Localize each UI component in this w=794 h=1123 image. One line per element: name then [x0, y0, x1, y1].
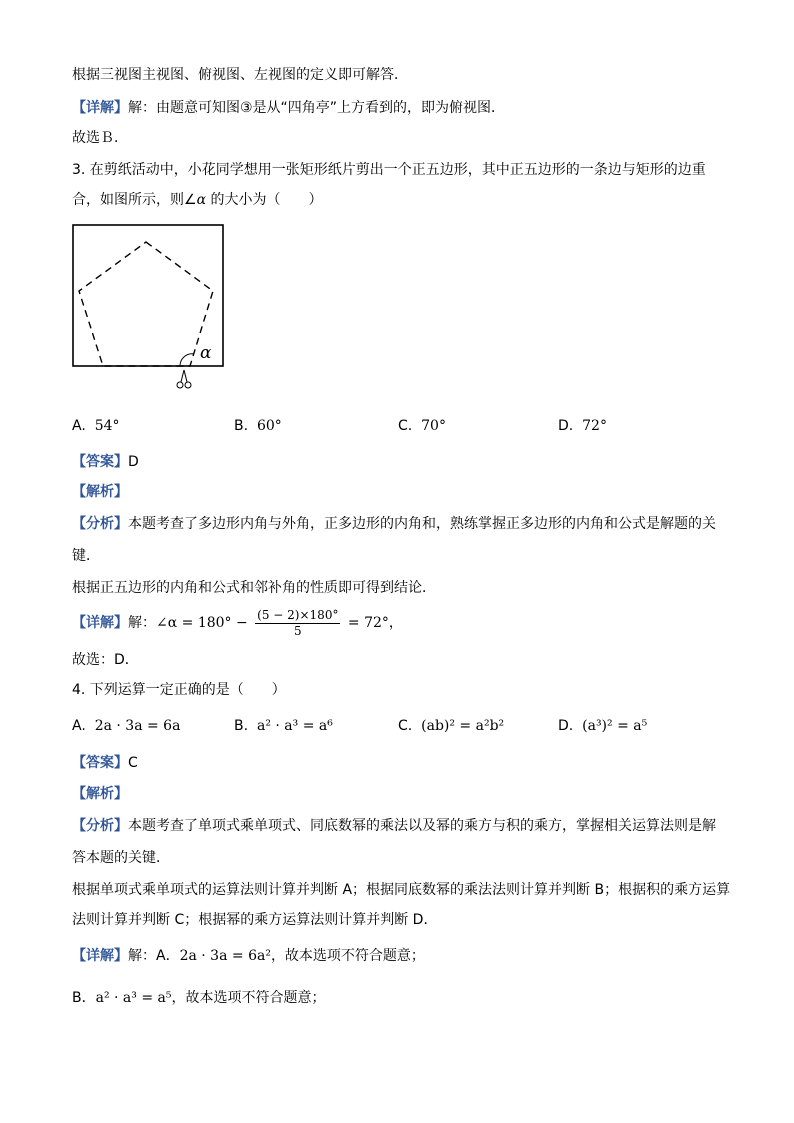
text-line: 根据单项式乘单项式的运算法则计算并判断 A；根据同底数幂的乘法法则计算并判断 B；根据积的乘方运算 — [72, 882, 731, 898]
angle-arc — [180, 354, 194, 366]
detail-equation: 【详解】解：∠α = 180° − $\frac{(5 - 2)\times 180^\circ}{5}$ = 72°， — [72, 607, 403, 638]
answer-line: 【答案】C — [72, 755, 138, 771]
option-a: A. 54° — [72, 418, 120, 434]
text-line: 答本题的关键． — [72, 850, 170, 866]
question-4-stem: 4. 下列运算一定正确的是（ ） — [72, 682, 286, 698]
scissors-icon — [177, 370, 191, 388]
pentagon-figure — [66, 220, 236, 400]
fraction: $\frac{(5 - 2)\times 180^\circ}{5}$ — [257, 607, 339, 638]
option-a: A. 2a · 3a = 6a — [72, 718, 181, 734]
alpha-label: α — [200, 343, 212, 363]
text-line: 【分析】本题考查了单项式乘单项式、同底数幂的乘法以及幂的乘方与积的乘方，掌握相关运算法则是解 — [72, 818, 716, 834]
question-4-options — [72, 716, 732, 736]
question-3-stem: 合，如图所示，则∠α 的大小为（ ） — [72, 192, 323, 208]
text-line: 键． — [72, 548, 100, 564]
answer-line: 【答案】D — [72, 454, 139, 470]
text-line: 故选：D． — [72, 652, 139, 668]
detail-line: 【详解】解：A．2a · 3a = 6a²，故本选项不符合题意； — [72, 948, 425, 964]
text-line: 法则计算并判断 C；根据幂的乘方运算法则计算并判断 D． — [72, 912, 438, 928]
text-line: 【详解】解：由题意可知图③是从“四角亭”上方看到的，即为俯视图． — [72, 100, 506, 116]
question-3-options — [72, 416, 732, 436]
text-line: 根据正五边形的内角和公式和邻补角的性质即可得到结论． — [72, 580, 436, 596]
detail-tag: 【详解】 — [72, 100, 128, 116]
text-line: 根据三视图主视图、俯视图、左视图的定义即可解答． — [72, 67, 408, 83]
option-c: C. (ab)² = a²b² — [398, 718, 505, 734]
option-d: D. (a³)² = a⁵ — [558, 718, 648, 734]
text-line: 【分析】本题考查了多边形内角与外角，正多边形的内角和，熟练掌握正多边形的内角和公式是解题的关 — [72, 516, 716, 532]
option-b: B. a² · a³ = a⁶ — [234, 718, 333, 734]
question-3-stem: 3. 在剪纸活动中，小花同学想用一张矩形纸片剪出一个正五边形，其中正五边形的一条边与矩形的边重 — [72, 162, 706, 178]
detail-line: B．a² · a³ = a⁵，故本选项不符合题意； — [72, 990, 326, 1006]
option-c: C. 70° — [398, 418, 446, 434]
option-d: D. 72° — [558, 418, 607, 434]
text-line: 故选Ｂ． — [72, 130, 128, 146]
analysis-heading: 【解析】 — [72, 484, 128, 500]
analysis-heading: 【解析】 — [72, 786, 128, 802]
option-b: B. 60° — [234, 418, 282, 434]
dashed-pentagon — [79, 242, 213, 366]
